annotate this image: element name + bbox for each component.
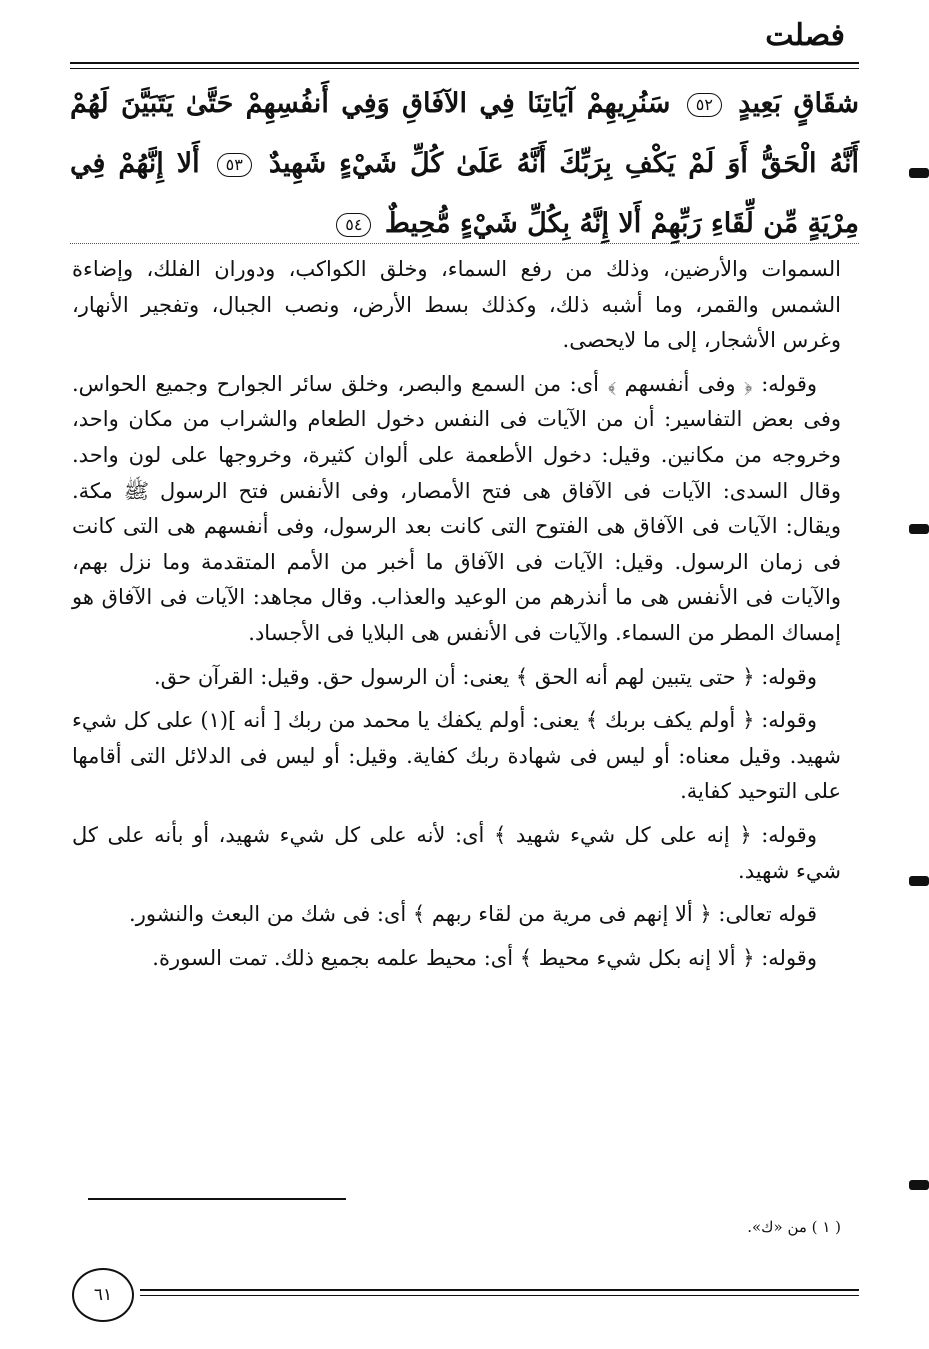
ayah-number-marker: ٥٤ [336,213,371,237]
commentary-paragraph: وقوله: ﴿ وفى أنفسهم ﴾ أى: من السمع والبصر، وخلق سائر الجوارح وجميع الحواس. وفى بعض التفاسير: أن من الآيات فى النفس دخول الطعام والشراب من مكان واحد، وخروجه من مكانين. وقيل: دخول الأطعمة على ألوان كثيرة، وخروجها على لون واحد. وقال السدى: الآيات فى الآفاق هى فتح الأمصار، وفى الأنفس فتح الرسول ﷺ مكة. ويقال: الآيات فى الآفاق هى الفتوح التى كانت بعد الرسول، وفى أنفسهم هى التى كانت فى زمان الرسول. وقيل: الآيات فى الآفاق ما أخبر من الأمم المتقدمة وما نزل بهم، والآيات فى الأنفس هى ما أنذرهم من الوعيد والعذاب. وقال مجاهد: الآيات فى الآفاق هو إمساك المطر من السماء. والآيات فى الأنفس هى البلايا فى الأجساد. [72,371,841,645]
footnote-separator [88,1198,346,1200]
quran-verse-text: شقَاقٍ بَعِيدٍ [738,88,859,119]
commentary-paragraph: قوله تعالى: ﴿ ألا إنهم فى مرية من لقاء ربهم ﴾ أى: فى شك من البعث والنشور. [129,902,817,927]
section-divider [70,243,859,244]
commentary-paragraph: وقوله: ﴿ حتى يتبين لهم أنه الحق ﴾ يعنى: أن الرسول حق. وقيل: القرآن حق. [154,664,817,689]
commentary-paragraph: وقوله: ﴿ أولم يكف بربك ﴾ يعنى: أولم يكفك يا محمد من ربك [ أنه ](١) على كل شيء شهيد. وقيل معناه: أو ليس فى شهادة ربك كفاية. وقيل: أو ليس فى الدلائل التى أقامها على التوحيد كفاية. [72,708,841,804]
margin-tab-mark [909,1180,929,1190]
commentary-paragraph: وقوله: ﴿ ألا إنه بكل شيء محيط ﴾ أى: محيط علمه بجميع ذلك. تمت السورة. [152,945,817,970]
page-number-circle [72,1268,134,1322]
margin-tab-mark [909,524,929,534]
quran-verse-text: أَلا إِنَّهُمْ فِي مِرْيَةٍ مِّن لِّقَاءِ رَبِّهِمْ أَلا إِنَّهُ بِكُلِّ شَيْءٍ مُّحِيطٌ [70,148,859,239]
footer-rule-thin [140,1295,859,1296]
ayah-number-marker: ٥٣ [217,153,252,177]
header-rule [70,62,859,64]
surah-name-header: فصلت [765,18,845,53]
commentary-paragraph: السموات والأرضين، وذلك من رفع السماء، وخلق الكواكب، ودوران الفلك، وإضاءة الشمس والقمر، وما أشبه ذلك، وكذلك بسط الأرض، ونصب الجبال، وتفجير الأنهار، وغرس الأشجار، إلى ما لايحصى. [72,257,841,353]
footnote: ( ١ ) من «ك». [747,1218,841,1236]
ayah-number-marker: ٥٢ [687,93,722,117]
page-number: ٦١ [93,1285,113,1305]
header-rule-thin [70,68,859,69]
commentary-block [72,252,841,984]
footer-rule [140,1289,859,1291]
margin-tab-mark [909,168,929,178]
margin-tab-mark [909,876,929,886]
quran-text-block [70,74,859,254]
commentary-paragraph: وقوله: ﴿ إنه على كل شيء شهيد ﴾ أى: لأنه على كل شيء شهيد، أو بأنه على كل شيء شهيد. [72,822,841,883]
quran-verse-text: سَنُرِيهِمْ آيَاتِنَا فِي الآفَاقِ وَفِي أَنفُسِهِمْ حَتَّىٰ يَتَبَيَّنَ لَهُمْ أَنَّهُ الْحَقُّ أَوَ لَمْ يَكْفِ بِرَبِّكَ أَنَّهُ عَلَىٰ كُلِّ شَيْءٍ شَهِيدٌ [70,88,859,179]
